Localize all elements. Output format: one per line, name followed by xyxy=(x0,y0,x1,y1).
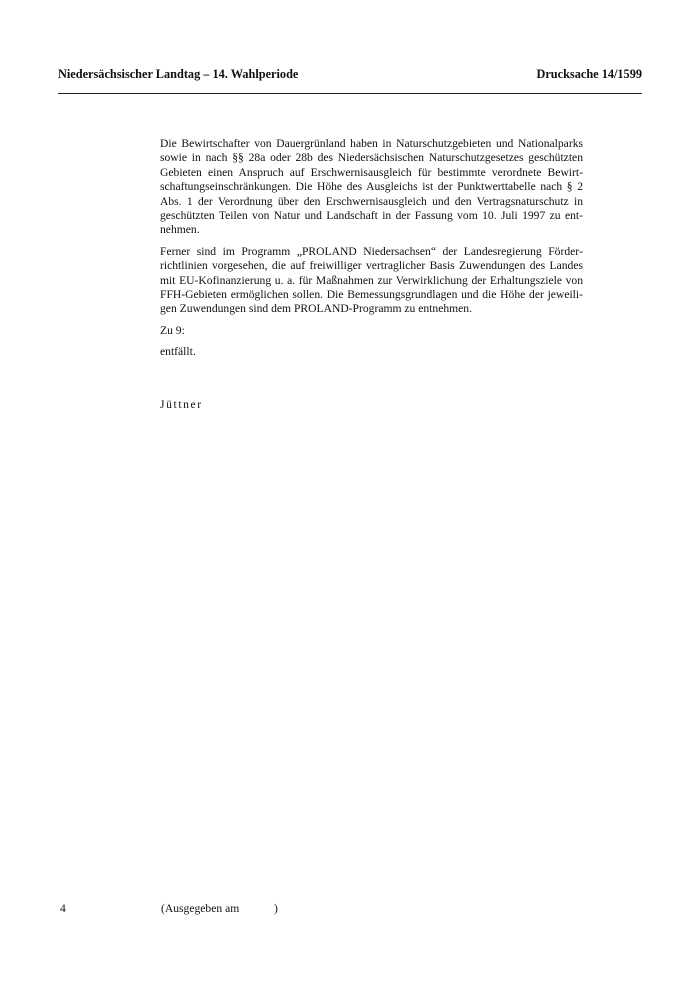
issued-date-note: (Ausgegeben am ) xyxy=(161,902,278,915)
header-document-number: Drucksache 14/1599 xyxy=(536,67,642,81)
header-divider xyxy=(58,93,642,94)
section-text: entfällt. xyxy=(160,345,196,359)
signature: Jüttner xyxy=(160,398,203,411)
page-number: 4 xyxy=(60,902,66,915)
document-body xyxy=(160,137,583,367)
section-heading: Zu 9: xyxy=(160,323,185,337)
body-paragraph: Die Bewirtschafter von Dauergrünland haben in Naturschutzgebieten und Nationalparks sowie in nach §§ 28a oder 28b des Niedersächsischen Naturschutzgesetzes geschützten Gebieten einen Anspruch auf Erschwernisausgleich für bestimmte verordnete Bewirtschaftungseinschränkungen. Die Höhe des Ausgleichs ist der Punktwerttabelle nach § 2 Abs. 1 der Verordnung über den Erschwernisausgleich und den Vertragsnaturschutz in geschützten Teilen von Natur und Landschaft in der Fassung vom 10. Juli 1997 zu entnehmen. xyxy=(160,137,583,237)
header-parliament-title: Niedersächsischer Landtag – 14. Wahlperiode xyxy=(58,67,299,81)
body-paragraph: Ferner sind im Programm „PROLAND Niedersachsen“ der Landesregierung Förderrichtlinien vorgesehen, die auf freiwilliger vertraglicher Basis Zuwendungen des Landes mit EU-Kofinanzierung u. a. für Maßnahmen zur Verwirklichung der Erhaltungsziele von FFH-Gebieten ermöglichen sollen. Die Bemessungsgrundlagen und die Höhe der jeweiligen Zuwendungen sind dem PROLAND-Programm zu entnehmen. xyxy=(160,244,583,316)
